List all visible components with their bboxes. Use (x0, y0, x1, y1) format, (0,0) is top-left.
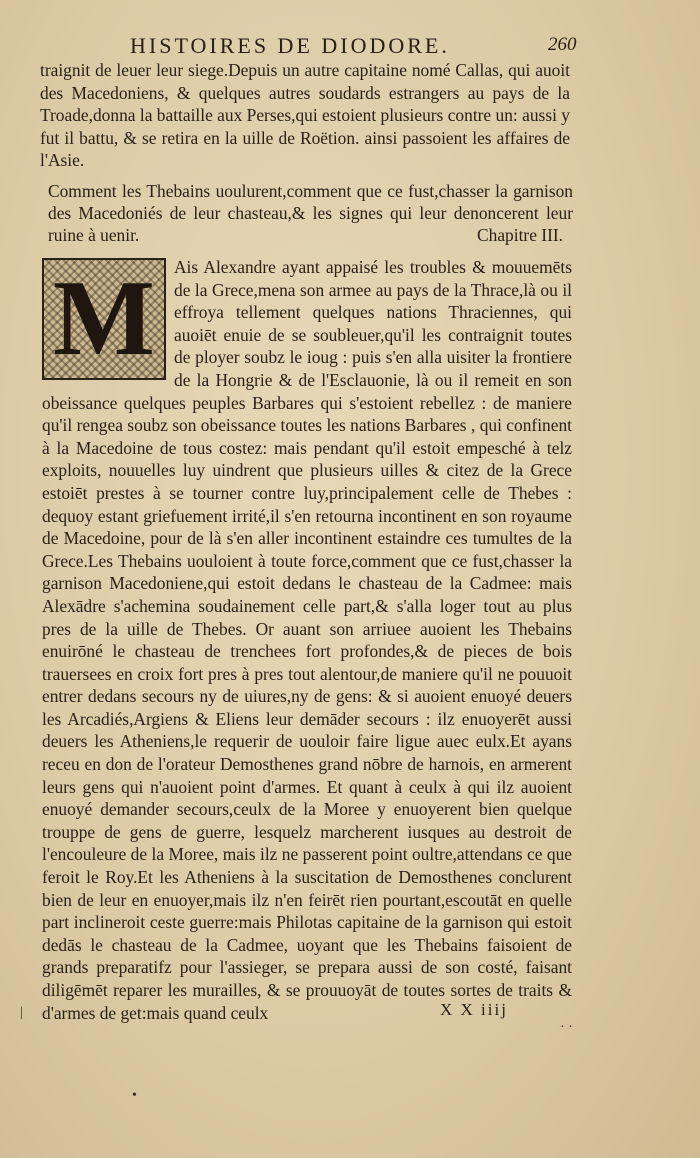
top-paragraph-text: traignit de leuer leur siege.Depuis un autre capitaine nomé Callas, qui auoit des Macedoniens, & quelques autres soudards estrangers au pays de la Troade,donna la battaille aux Perses,qui estoient plusieurs contre un: aussi y fut il battu, & se retira en la uille de Roëtion. ainsi passoient les affaires de l'Asie. (40, 60, 570, 171)
chapter-label: Chapitre III. (477, 225, 563, 245)
bottom-dot: • (132, 1088, 137, 1103)
main-text-body: Ais Alexandre ayant appaisé les troubles & mouuemēts de la Grece,mena son armee au pays de la Thrace,là ou il effroya tellement quelques nations Thraciennes, qui auoiēt enuie de se soubleuer,qu'il les contraignit toutes de ployer soubz le ioug : puis s'en alla uisiter la frontiere de la Hongrie & de l'Esclauonie, là ou il remeit en son obeissance quelques peuples Barbares qui s'estoient rebellez : de maniere qu'il rengea soubz son obeissance toutes les nations Barbares , qui confinent à la Macedoine de tous costez: mais pendant qu'il estoit empesché à telz exploits, nouuelles luy uindrent que plusieurs uilles & citez de la Grece estoiēt prestes à se tourner contre luy,principalement celle de Thebes : dequoy estant griefuement irrité,il s'en retourna incontinent en son royaume de Macedoine, pour de là s'en aller incontinent estaindre ces tumultes de la Grece.Les Thebains uouloient à toute force,comment que ce fust,chasser la garnison Macedoniene,qui estoit dedans le chasteau de la Cadmee: mais Alexādre s'achemina soudainement celle part,& s'alla loger tout au plus pres de la uille de Thebes. Or auant son arriuee auoient les Thebains enuirōné le chasteau de trenchees fort profondes,& de pieces de bois trauersees en croix fort pres à pres tout alentour,de maniere qu'il ne pouuoit entrer dedans secours ny de uiures,ny de gens: & si auoient enuoyé deuers les Arcadiés,Argiens & Eliens leur demāder secours : ilz enuoyerēt aussi deuers les Atheniens,le requerir de uouloir faire ligue auec eulx.Et ayans receu en don de l'orateur Demosthenes grand nōbre de harnois, en armerent leurs gens qui n'auoient point d'armes. Et quant à ceulx à qui ilz auoient enuoyé demander secours,ceulx de la Moree y enuoyerent bien quelque trouppe de gens de guerre, lesquelz marcherent iusques au destroit de l'encouleure de la Moree, mais ilz ne passerent point oultre,attendans ce que feroit le Roy.Et les Atheniens à la suscitation de Demosthenes conclurent bien de leur en enuoyer,mais ilz n'en feirēt rien pourtant,escoutāt en quelle part inclineroit ceste guerre:mais Philotas capitaine de la garnison qui estoit dedās le chasteau de la Cadmee, uoyant que les Thebains faisoient de grands preparatifz pour l'assieger, se prepara aussi de son costé, faisant diligēmēt reparer les murailles, & se prouuoyāt de toutes sortes de traits & d'armes de get:mais quand ceulx (42, 257, 572, 1023)
margin-mark-right: · · (560, 1020, 573, 1035)
running-head: HISTOIRES DE DIODORE. (130, 33, 450, 58)
signature-mark: X X iiij (440, 1000, 508, 1019)
chapter-heading (48, 180, 573, 246)
page-number: 260 (548, 34, 577, 55)
top-paragraph (40, 59, 570, 172)
drop-cap-initial: M (42, 258, 166, 380)
main-text (42, 256, 572, 1024)
chapter-heading-text: Comment les Thebains uoulurent,comment que ce fust,chasser la garnison des Macedoniés de leur chasteau,& les signes qui leur denoncerent leur ruine à uenir. (48, 181, 573, 245)
margin-mark-left: | (20, 1005, 23, 1020)
